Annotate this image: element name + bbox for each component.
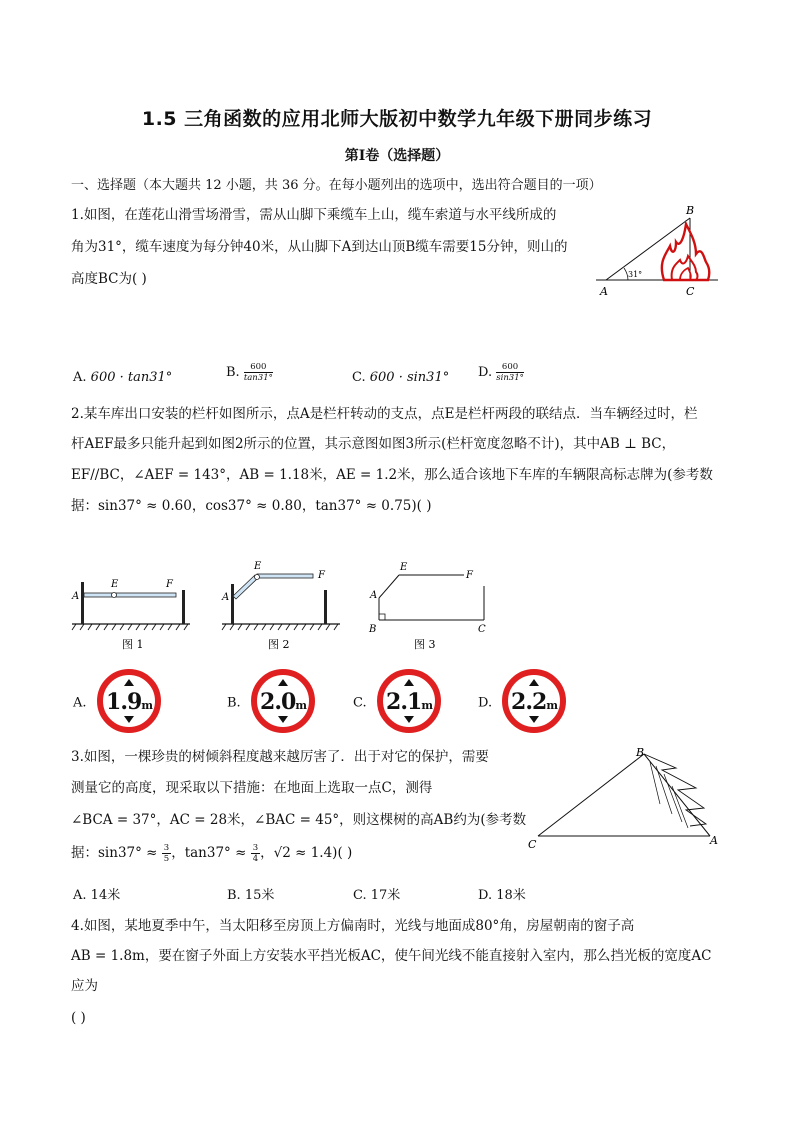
q1-cable-line bbox=[606, 218, 690, 280]
q3-line4-part-c: ，√2 ≈ 1.4)( ) bbox=[260, 845, 353, 861]
q1-point-a: A bbox=[600, 285, 608, 298]
q3-fraction-1 bbox=[162, 843, 171, 864]
q2-option-c[interactable] bbox=[353, 669, 441, 737]
q1-option-a-text: 600 · tan31° bbox=[90, 370, 173, 385]
q1-option-a[interactable] bbox=[73, 370, 172, 385]
q1-option-b-numerator: 600 bbox=[244, 362, 273, 373]
fig2-label-f: F bbox=[318, 570, 325, 581]
q3-line4-part-a: 据：sin37° ≈ bbox=[71, 845, 158, 861]
fig3-label-b: B bbox=[369, 624, 377, 635]
fig3-label-e: E bbox=[400, 562, 408, 573]
section-instructions: 一、选择题（本大题共 12 小题，共 36 分。在每小题列出的选项中，选出符合题目的一项） bbox=[71, 178, 602, 193]
height-limit-sign-d bbox=[502, 669, 566, 733]
q3-text-line-4 bbox=[71, 843, 352, 864]
q3-tree-figure bbox=[526, 744, 726, 854]
q3-option-c-label: C. bbox=[353, 888, 367, 903]
height-limit-sign-c bbox=[377, 669, 441, 733]
q4-text-line-4: ( ) bbox=[71, 1010, 86, 1026]
fig3-caption: 图 3 bbox=[414, 638, 436, 651]
fig1-label-e: E bbox=[111, 579, 119, 590]
q1-option-b-label: B. bbox=[226, 365, 240, 380]
q3-option-d-text: 18米 bbox=[496, 888, 526, 903]
q1-option-d-numerator: 600 bbox=[496, 362, 524, 373]
q3-option-d-label: D. bbox=[478, 888, 493, 903]
q2-option-d-label: D. bbox=[478, 695, 493, 711]
q1-text-line-2: 角为31°，缆车速度为每分钟40米，从山脚下A到达山顶B缆车需要15分钟，则山的 bbox=[71, 239, 568, 255]
q1-text-line-1: 1.如图，在莲花山滑雪场滑雪，需从山脚下乘缆车上山，缆车索道与水平线所成的 bbox=[71, 207, 557, 223]
q3-fraction-2-denominator: 4 bbox=[252, 854, 259, 864]
height-limit-sign-a bbox=[97, 669, 161, 733]
fig1-caption: 图 1 bbox=[122, 638, 144, 651]
q2-text-line-2: 杆AEF最多只能升起到如图2所示的位置，其示意图如图3所示(栏杆宽度忽略不计)，其中AB ⊥ BC， bbox=[71, 436, 676, 452]
q2-text-line-3: EF//BC，∠AEF = 143°，AB = 1.18米，AE = 1.2米，那么适合该地下车库的车辆限高标志牌为(参考数 bbox=[71, 467, 713, 483]
q4-text-line-2: AB = 1.8m，要在窗子外面上方安装水平挡光板AC，使午间光线不能直接射入室内，那么挡光板的宽度AC bbox=[71, 948, 712, 964]
q3-option-c[interactable] bbox=[353, 884, 400, 903]
q3-fraction-1-denominator: 5 bbox=[163, 854, 170, 864]
q2-option-b[interactable] bbox=[227, 669, 315, 737]
q1-option-b[interactable] bbox=[226, 362, 273, 383]
q1-mountain-outline bbox=[662, 224, 709, 280]
q2-text-line-1: 2.某车库出口安装的栏杆如图所示，点A是栏杆转动的支点，点E是栏杆两段的联结点．当车辆经过时，栏 bbox=[71, 406, 698, 422]
q1-text-line-3: 高度BC为( ) bbox=[71, 271, 147, 287]
q4-text-line-3: 应为 bbox=[71, 978, 98, 994]
q1-option-c[interactable] bbox=[352, 370, 449, 385]
fig2-label-e: E bbox=[254, 561, 262, 572]
fig2-label-a: A bbox=[222, 592, 230, 603]
q4-text-line-1: 4.如图，某地夏季中午，当太阳移至房顶上方偏南时，光线与地面成80°角，房屋朝南的窗子高 bbox=[71, 918, 635, 934]
q3-fraction-2 bbox=[251, 843, 260, 864]
q1-mountain-core bbox=[680, 268, 691, 280]
sign-d-unit: m bbox=[546, 699, 558, 712]
sign-c-value: 2.1 bbox=[385, 689, 422, 715]
q2-text-line-4: 据：sin37° ≈ 0.60，cos37° ≈ 0.80，tan37° ≈ 0.75)( ) bbox=[71, 498, 432, 514]
q1-point-c: C bbox=[686, 285, 695, 298]
height-limit-sign-b bbox=[251, 669, 315, 733]
q3-point-b: B bbox=[636, 746, 645, 759]
q3-option-a-label: A. bbox=[73, 888, 87, 903]
q3-fraction-2-numerator: 3 bbox=[252, 843, 259, 853]
q3-option-a-text: 14米 bbox=[90, 888, 121, 903]
q2-figure-1 bbox=[68, 572, 198, 656]
q3-point-a: A bbox=[710, 834, 718, 847]
q3-text-line-3: ∠BCA = 37°，AC = 28米，∠BAC = 45°，则这棵树的高AB约为(参考数 bbox=[71, 812, 527, 828]
q1-option-a-label: A. bbox=[73, 370, 87, 385]
q3-option-b[interactable] bbox=[227, 884, 274, 903]
sign-c-unit: m bbox=[421, 699, 432, 712]
q1-point-b: B bbox=[686, 204, 695, 217]
q3-option-c-text: 17米 bbox=[370, 888, 401, 903]
section-heading: 第I卷（选择题） bbox=[344, 148, 450, 164]
q2-figure-3 bbox=[364, 558, 494, 656]
q2-option-b-label: B. bbox=[227, 695, 241, 711]
q3-text-line-1: 3.如图，一棵珍贵的树倾斜程度越来越厉害了．出于对它的保护，需要 bbox=[71, 749, 489, 765]
fig1-label-a: A bbox=[72, 591, 80, 602]
q2-option-a[interactable] bbox=[73, 669, 161, 737]
q1-mountain-figure bbox=[592, 202, 722, 302]
page-title: 1.5 三角函数的应用北师大版初中数学九年级下册同步练习 bbox=[141, 108, 653, 130]
q3-option-b-text: 15米 bbox=[244, 888, 275, 903]
q2-option-c-label: C. bbox=[353, 695, 367, 711]
q1-option-d-denominator: sin31° bbox=[496, 373, 524, 383]
q3-line4-part-b: ，tan37° ≈ bbox=[171, 845, 247, 861]
sign-b-unit: m bbox=[295, 699, 306, 712]
q1-option-d-label: D. bbox=[478, 365, 493, 380]
q2-figure-2 bbox=[218, 558, 348, 656]
q1-option-b-denominator: tan31° bbox=[243, 373, 273, 383]
q3-option-d[interactable] bbox=[478, 884, 526, 903]
q1-option-c-label: C. bbox=[352, 370, 366, 385]
fig1-label-f: F bbox=[166, 579, 173, 590]
fig3-label-f: F bbox=[466, 570, 473, 581]
q2-option-a-label: A. bbox=[73, 695, 87, 711]
q1-option-c-text: 600 · sin31° bbox=[369, 370, 450, 385]
q2-option-d[interactable] bbox=[478, 669, 566, 737]
q3-option-a[interactable] bbox=[73, 884, 120, 903]
sign-a-value: 1.9 bbox=[105, 689, 141, 715]
q1-angle-label: 31° bbox=[628, 270, 643, 279]
fig2-caption: 图 2 bbox=[268, 638, 290, 651]
q3-point-c: C bbox=[528, 838, 537, 851]
sign-b-value: 2.0 bbox=[259, 689, 296, 715]
q3-option-b-label: B. bbox=[227, 888, 241, 903]
q3-text-line-2: 测量它的高度，现采取以下措施：在地面上选取一点C，测得 bbox=[71, 780, 433, 796]
q1-option-d[interactable] bbox=[478, 362, 524, 383]
fig3-label-a: A bbox=[370, 590, 378, 601]
sign-d-value: 2.2 bbox=[511, 689, 547, 715]
fig3-label-c: C bbox=[478, 624, 486, 635]
q1-option-b-fraction bbox=[244, 362, 273, 383]
q3-fraction-1-numerator: 3 bbox=[163, 843, 170, 853]
q1-option-d-fraction bbox=[496, 362, 524, 383]
q1-mountain-inner bbox=[672, 256, 698, 280]
sign-a-unit: m bbox=[140, 699, 152, 712]
